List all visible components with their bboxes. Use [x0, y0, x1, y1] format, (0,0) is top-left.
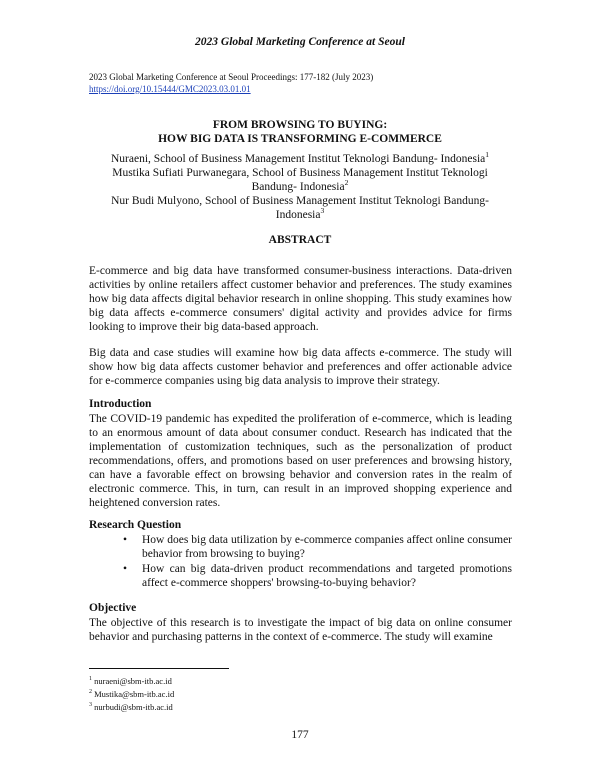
footnote-email: nuraeni@sbm-itb.ac.id — [94, 675, 172, 686]
page-number: 177 — [291, 729, 309, 741]
author-affiliation: Nuraeni, School of Business Management Institut Teknologi Bandung- Indonesia — [110, 153, 486, 165]
author-entry — [100, 152, 500, 166]
footnote-divider — [89, 668, 229, 669]
footnote — [89, 674, 174, 687]
list-item — [89, 562, 512, 590]
author-list — [100, 152, 500, 222]
author-entry — [100, 166, 500, 194]
author-footnote-mark: 1 — [485, 150, 490, 160]
author-affiliation: Mustika Sufiati Purwanegara, School of Business Management Institut Teknologi Bandung- Indonesia — [112, 167, 488, 193]
list-item — [89, 533, 512, 561]
footnote-mark: 2 — [89, 688, 92, 695]
title-line-2: HOW BIG DATA IS TRANSFORMING E-COMMERCE — [158, 133, 442, 145]
abstract-paragraph-2: Big data and case studies will examine how big data affects e-commerce. The study will show how big data affects customer behavior and preferences and offer actionable advice for e-commerce companies using big data analysis to improve their strategy. — [89, 347, 512, 387]
bullet-icon: • — [123, 534, 128, 546]
research-question-list — [89, 533, 512, 591]
abstract-paragraph-1: E-commerce and big data have transformed consumer-business interactions. Data-driven activities by online retailers affect customer behavior and preferences. The study examines how big data affects digital behavior research in online shopping. This study examines how big data affects e-commerce consumers' digital activity and provides advice for firms looking to improve their big data-based approach. — [89, 265, 512, 333]
proceedings-citation: 2023 Global Marketing Conference at Seoul Proceedings: 177-182 (July 2023) — [89, 72, 374, 82]
running-header: 2023 Global Marketing Conference at Seoul — [195, 36, 405, 48]
objective-heading: Objective — [89, 602, 137, 614]
footnotes — [89, 674, 174, 712]
abstract-heading: ABSTRACT — [268, 234, 332, 246]
footnote-mark: 1 — [89, 676, 92, 682]
paper-title — [0, 118, 600, 146]
objective-text: The objective of this research is to investigate the impact of big data on online consumer behavior and purchasing patterns in the context of e-commerce. The study will examine — [89, 617, 512, 643]
author-entry — [100, 194, 500, 222]
research-question-heading: Research Question — [89, 519, 182, 531]
proceedings-info — [89, 71, 373, 95]
bullet-icon: • — [123, 563, 128, 575]
footnote — [89, 700, 174, 713]
footnote-email: nurbudi@sbm-itb.ac.id — [94, 701, 173, 712]
footnote-email: Mustika@sbm-itb.ac.id — [94, 688, 175, 699]
research-question-text: How does big data utilization by e-commerce companies affect online consumer behavior from browsing to buying? — [142, 534, 512, 560]
title-line-1: FROM BROWSING TO BUYING: — [212, 119, 388, 131]
author-affiliation: Nur Budi Mulyono, School of Business Management Institut Teknologi Bandung- Indonesia — [111, 195, 489, 221]
footnote — [89, 687, 174, 700]
introduction-heading: Introduction — [89, 398, 152, 410]
introduction-text: The COVID-19 pandemic has expedited the proliferation of e-commerce, which is leading to an enormous amount of data about consumer conduct. Research has indicated that the implementation of customization techniques, such as the personalization of product recommendations, offers, and promotions based on user preferences and browsing history, can have a favorable effect on browsing behavior and conversion rates in the realm of electronic commerce. This, in turn, can result in an improved shopping experience and heightened conversion rates. — [89, 413, 512, 509]
author-footnote-mark: 2 — [344, 178, 349, 188]
footnote-mark: 3 — [89, 701, 92, 708]
author-footnote-mark: 3 — [320, 206, 325, 216]
doi-link[interactable]: https://doi.org/10.15444/GMC2023.03.01.01 — [89, 84, 251, 94]
research-question-text: How can big data-driven product recommendations and targeted promotions affect e-commerce shoppers' browsing-to-buying behavior? — [142, 563, 512, 589]
